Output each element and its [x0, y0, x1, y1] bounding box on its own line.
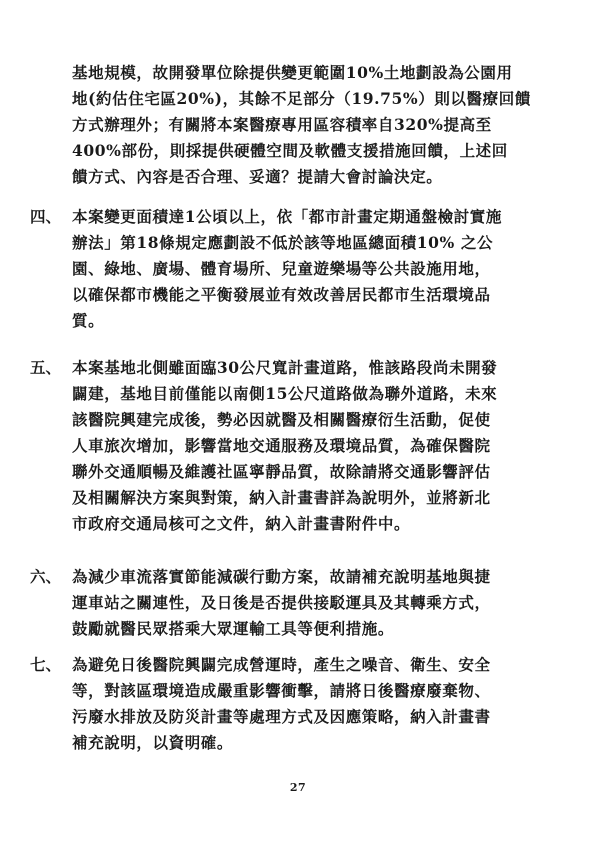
- text-line: 本案變更面積達1公頃以上，依「都市計畫定期通盤檢討實施: [72, 207, 502, 226]
- item-number: 五、: [30, 358, 62, 377]
- text-line: 及相關解決方案與對策，納入計畫書詳為說明外，並將新北: [72, 488, 491, 507]
- page-number: 27: [289, 781, 307, 794]
- item-number: 七、: [30, 655, 62, 674]
- item-body: [72, 652, 532, 756]
- text-line: 方式辦理外；有關將本案醫療專用區容積率自320%提高至: [72, 115, 492, 134]
- continued-paragraph: [72, 60, 532, 190]
- text-line: 質。: [72, 311, 105, 330]
- item-number: 六、: [30, 567, 62, 586]
- text-line: 本案基地北側雖面臨30公尺寬計畫道路，惟該路段尚未開發: [72, 358, 498, 377]
- text-line: 聯外交通順暢及維護社區寧靜品質，故除請將交通影響評估: [72, 462, 491, 481]
- item-body: [72, 204, 532, 334]
- text-line: 辦法」第18條規定應劃設不低於該等地區總面積10% 之公: [72, 233, 494, 252]
- text-line: 市政府交通局核可之文件，納入計畫書附件中。: [72, 514, 411, 533]
- text-line: 該醫院興建完成後，勢必因就醫及相關醫療衍生活動，促使: [72, 410, 491, 429]
- text-line: 人車旅次增加，影響當地交通服務及環境品質，為確保醫院: [72, 436, 491, 455]
- item-body: [72, 355, 532, 537]
- item-body: [72, 564, 532, 642]
- item-number: 四、: [30, 207, 62, 226]
- text-line: 等，對該區環境造成嚴重影響衝擊，請將日後醫療廢棄物、: [72, 681, 491, 700]
- text-line: 污廢水排放及防災計畫等處理方式及因應策略，納入計畫書: [72, 707, 491, 726]
- text-line: 為避免日後醫院興闢完成營運時，產生之噪音、衛生、安全: [72, 655, 491, 674]
- text-line: 補充說明，以資明確。: [72, 733, 234, 752]
- text-line: 運車站之關連性，及日後是否提供接駁運具及其轉乘方式，: [72, 593, 491, 612]
- text-line: 鼓勵就醫民眾搭乘大眾運輸工具等便利措施。: [72, 619, 395, 638]
- text-line: 園、綠地、廣場、體育場所、兒童遊樂場等公共設施用地，: [72, 259, 491, 278]
- text-line: 饋方式、內容是否合理、妥適？提請大會討論決定。: [72, 167, 443, 186]
- text-line: 400%部份，則採提供硬體空間及軟體支援措施回饋，上述回: [72, 141, 508, 160]
- text-line: 基地規模，故開發單位除提供變更範圍10%土地劃設為公園用: [72, 63, 513, 82]
- text-line: 以確保都市機能之平衡發展並有效改善居民都市生活環境品: [72, 285, 491, 304]
- text-line: 闢建，基地目前僅能以南側15公尺道路做為聯外道路，未來: [72, 384, 498, 403]
- text-line: 為減少車流落實節能減碳行動方案，故請補充說明基地與捷: [72, 567, 491, 586]
- text-line: 地(約估住宅區20%)，其餘不足部分（19.75%）則以醫療回饋: [72, 89, 531, 108]
